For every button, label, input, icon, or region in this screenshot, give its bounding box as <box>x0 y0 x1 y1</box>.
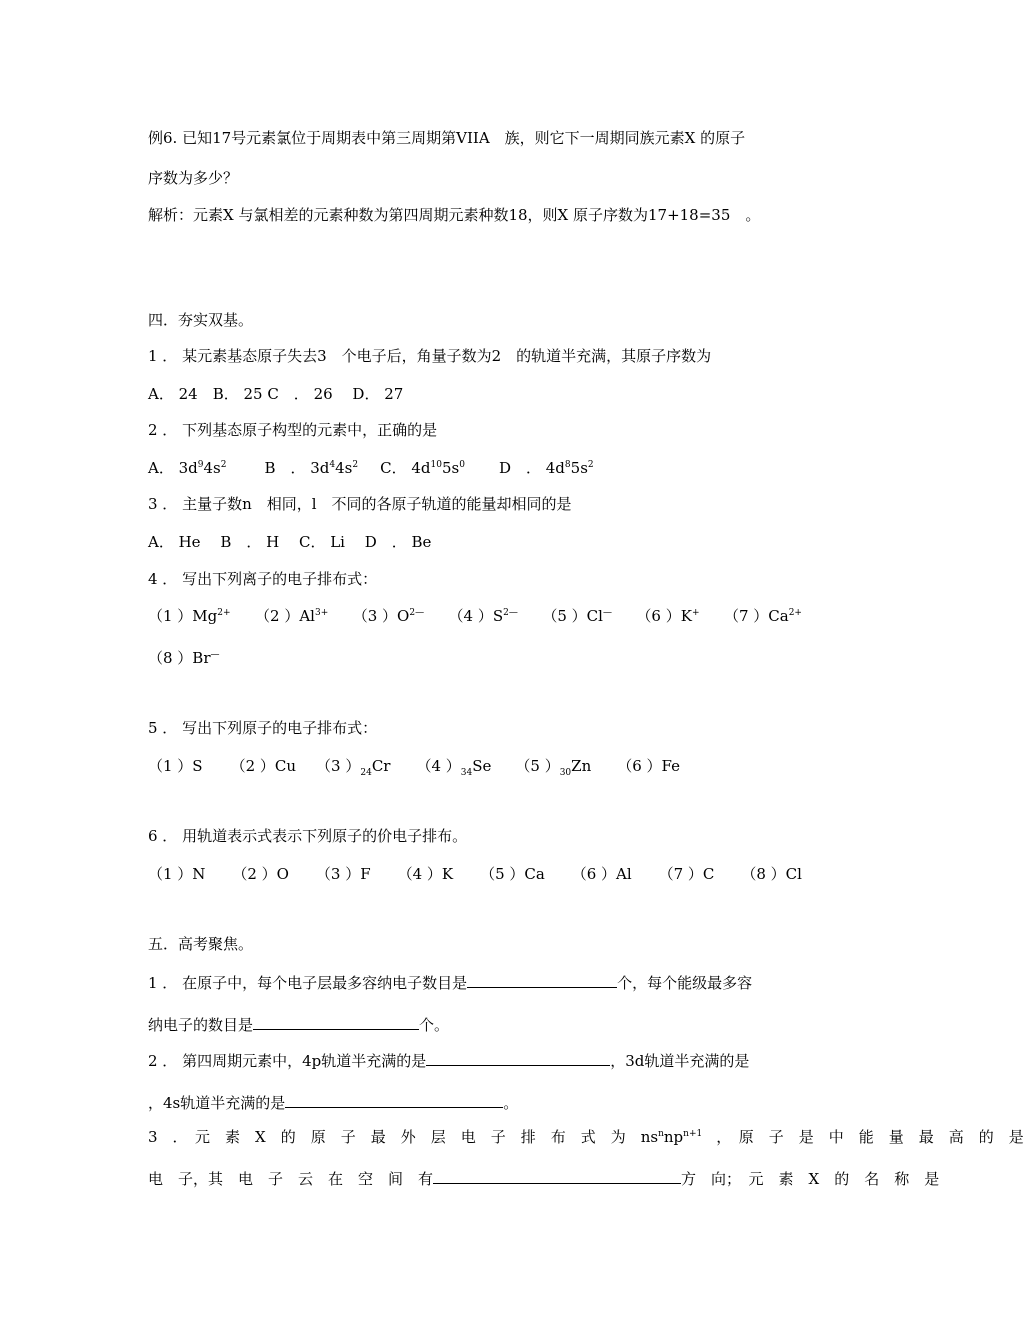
q5-3-line-1: 3 ． 元 素 X 的 原 子 最 外 层 电 子 排 布 式 为 $ns^nnp^{n+1}$ ， 原 子 是 中 能 量 最 高 的 是 <box>148 1128 1024 1146</box>
example-line-2: 序数为多少？ <box>148 169 239 187</box>
answer-blank[interactable] <box>467 971 617 988</box>
q4-2-options <box>148 458 594 478</box>
atom-item: （4 ）K <box>397 865 454 883</box>
atom-item: （5 ）Ca <box>480 865 545 883</box>
q4-4-text: 4 ． 写出下列离子的电子排布式： <box>148 570 378 588</box>
answer-blank[interactable] <box>433 1167 681 1184</box>
atom-item: （1 ）S <box>148 757 203 775</box>
q4-4-ion-item-8: （8 ）Br— <box>148 649 220 667</box>
section-5-title: 五．高考聚焦。 <box>148 935 254 953</box>
q4-2-option-d: D ． $4d^85s^2$ <box>498 459 594 477</box>
q5-1-line-1: 1 ． 在原子中，每个电子层最多容纳电子数目是 个，每个能级最多容 <box>148 971 752 993</box>
atom-item: （4 ）$_{34}Se$ <box>416 757 492 778</box>
ion-item: （4 ）$S^{2—}$ <box>448 607 518 625</box>
q5-2-line-2: ，4s轨道半充满的是 。 <box>148 1091 518 1113</box>
q4-3-text: 3 ． 主量子数n 相同，l 不同的各原子轨道的能量却相同的是 <box>148 495 572 513</box>
atom-item: （1 ）N <box>148 865 206 883</box>
ion-item: （7 ）$Ca^{2+}$ <box>723 607 802 625</box>
q4-6-atom-list <box>148 864 802 884</box>
q4-2-option-a: A． $3d^94s^2$ <box>148 459 227 477</box>
atom-item: （2 ）O <box>232 865 289 883</box>
q4-5-atom-list <box>148 756 680 776</box>
answer-blank[interactable] <box>285 1091 503 1108</box>
ion-item: （6 ）K+ <box>636 607 700 625</box>
ion-item: （3 ）$O^{2—}$ <box>352 607 425 625</box>
atom-item: （5 ）$_{30}Zn$ <box>515 757 592 778</box>
atom-item: （6 ）Al <box>571 865 632 883</box>
q5-3-line-2: 电 子，其 电 子 云 在 空 间 有 方 向； 元 素 X 的 名 称 是 <box>148 1167 939 1189</box>
ion-item: （2 ）$Al^{3+}$ <box>255 607 329 625</box>
atom-item: （2 ）Cu <box>230 757 297 775</box>
ion-item: （5 ）Cl— <box>542 607 612 625</box>
answer-blank[interactable] <box>253 1013 419 1030</box>
ion-item: （1 ）$Mg^{2+}$ <box>148 607 231 625</box>
q4-2-text: 2 ． 下列基态原子构型的元素中，正确的是 <box>148 421 438 439</box>
atom-item: （3 ）F <box>315 865 371 883</box>
q4-5-text: 5 ． 写出下列原子的电子排布式： <box>148 719 378 737</box>
q4-2-option-b: B ． $3d^44s^2$ <box>264 459 359 477</box>
atom-item: （3 ）$_{24}Cr$ <box>316 757 391 778</box>
q4-3-options: A． He B ． H C． Li D ． Be <box>148 533 432 551</box>
atom-item: （7 ）C <box>658 865 715 883</box>
q5-2-line-1: 2 ． 第四周期元素中，4p轨道半充满的是 ，3d轨道半充满的是 <box>148 1049 749 1071</box>
atom-item: （8 ）Cl <box>741 865 802 883</box>
example-analysis: 解析：元素X 与氯相差的元素种数为第四周期元素种数18，则X 原子序数为17+18=35 。 <box>148 206 761 224</box>
q5-1-line-2: 纳电子的数目是 个。 <box>148 1013 449 1035</box>
q4-6-text: 6 ． 用轨道表示式表示下列原子的价电子排布。 <box>148 827 468 845</box>
example-line-1: 例6. 已知17号元素氯位于周期表中第三周期第VIIA 族，则它下一周期同族元素X 的原子 <box>148 129 746 147</box>
atom-item: （6 ）Fe <box>617 757 681 775</box>
answer-blank[interactable] <box>426 1049 610 1066</box>
q4-1-options: A． 24 B． 25 C ． 26 D． 27 <box>148 385 404 403</box>
section-4-title: 四．夯实双基。 <box>148 311 254 329</box>
q4-2-option-c: C． $4d^{10}5s^0$ <box>380 459 465 477</box>
q4-1-text: 1 ． 某元素基态原子失去3 个电子后，角量子数为2 的轨道半充满，其原子序数为 <box>148 347 712 365</box>
q4-4-ion-list <box>148 606 802 626</box>
